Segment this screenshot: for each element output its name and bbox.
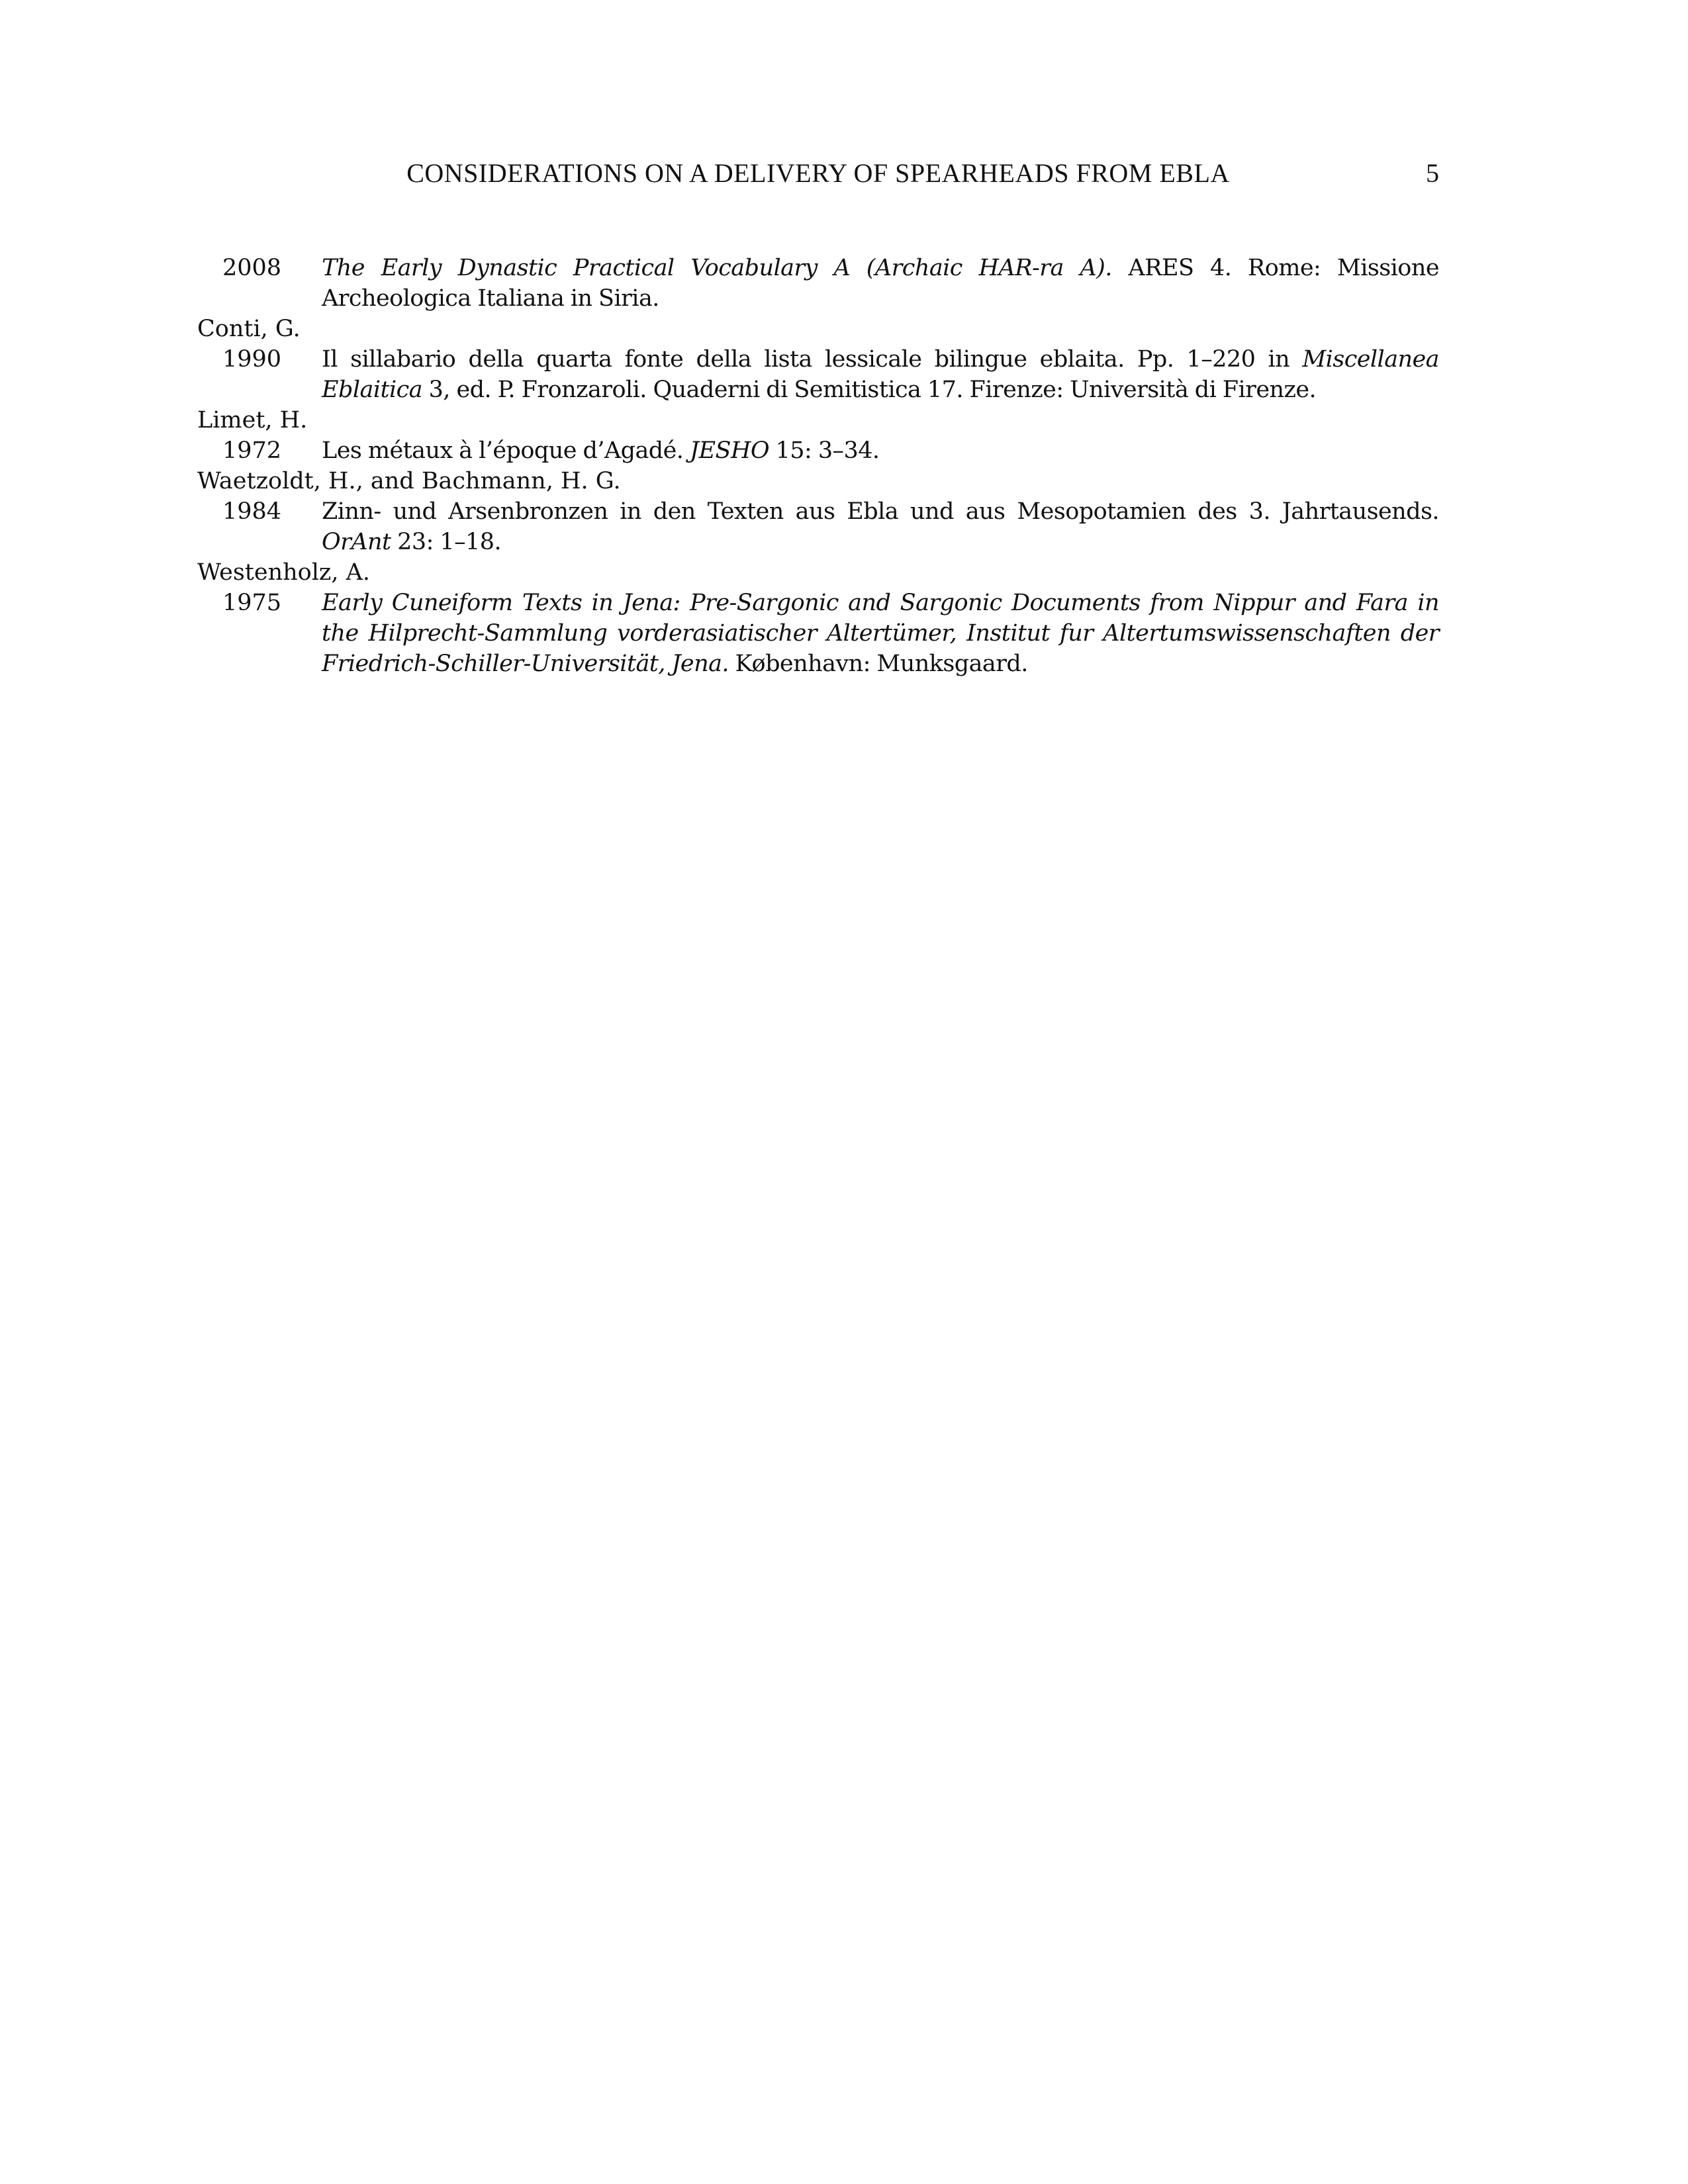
running-title: CONSIDERATIONS ON A DELIVERY OF SPEARHEADS FROM EBLA (406, 158, 1230, 188)
bib-publication-info: 15: 3–34. (769, 437, 880, 464)
bib-author-waetzoldt: Waetzoldt, H., and Bachmann, H. G. (197, 468, 621, 494)
bib-year: 2008 (222, 255, 282, 281)
bib-title: Il sillabario della quarta fonte della lista lessicale bilingue eblaita. Pp. 1–220 in (322, 346, 1303, 373)
bib-publication-info: ARES 4. Rome: Missione Archeologica Italiana in Siria. (322, 255, 1439, 312)
bib-title: Early Cuneiform Texts in Jena: Pre-Sargonic and Sargonic Documents from Nippur and Fara in the Hilprecht-Sammlung vorderasiatischer Altertümer, Institut fur Altertumswissenschaften der Friedrich-Schiller-Universität, Jena. (322, 590, 1439, 677)
bib-entry-1990 (197, 344, 1439, 405)
bib-entry-1972 (197, 435, 1439, 466)
bib-year: 1972 (222, 437, 282, 464)
bib-entry-1975 (197, 588, 1439, 679)
bib-publication-info: 3, ed. P. Fronzaroli. Quaderni di Semitistica 17. Firenze: Università di Firenze. (422, 377, 1317, 403)
bib-year: 1984 (222, 498, 282, 525)
bib-entry-1984 (197, 496, 1439, 557)
running-head (197, 154, 1439, 193)
bib-entry-2008 (197, 253, 1439, 314)
bib-reference (322, 588, 1439, 679)
bibliography (197, 253, 1439, 679)
bib-journal: Miscellanea Eblaitica (322, 346, 1439, 403)
bib-reference (322, 344, 1439, 405)
bib-reference (322, 253, 1439, 314)
bib-author-limet: Limet, H. (197, 407, 308, 433)
bib-journal: OrAnt (322, 529, 391, 555)
page-number: 5 (1426, 158, 1439, 188)
bib-reference (322, 435, 1439, 466)
bib-title: Les métaux à l’époque d’Agadé. (322, 437, 690, 464)
bib-author-conti: Conti, G. (197, 316, 301, 342)
bib-journal: JESHO (689, 437, 769, 464)
bib-reference (322, 496, 1439, 557)
bib-author-westenholz: Westenholz, A. (197, 559, 371, 586)
bib-title: Zinn- und Arsenbronzen in den Texten aus Ebla und aus Mesopotamien des 3. Jahrtausends. (322, 498, 1439, 525)
bib-title: The Early Dynastic Practical Vocabulary A (Archaic HAR-ra A). (322, 255, 1112, 281)
bib-year: 1975 (222, 590, 282, 616)
bib-year: 1990 (222, 346, 282, 373)
bib-publication-info: 23: 1–18. (391, 529, 502, 555)
bib-publication-info: København: Munksgaard. (728, 651, 1028, 677)
